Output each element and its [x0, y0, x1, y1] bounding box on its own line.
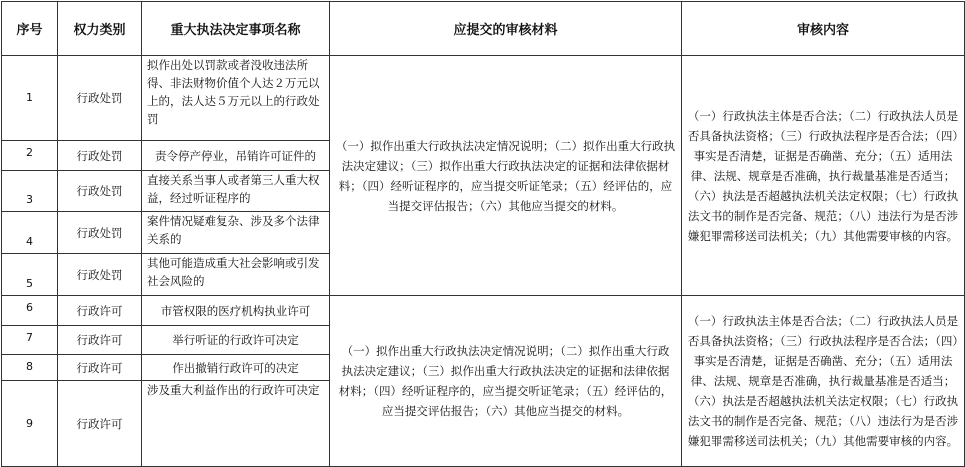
row-seq: 6 [2, 296, 58, 326]
row-type: 行政许可 [58, 381, 142, 467]
row-matter: 其他可能造成重大社会影响或引发社会风险的 [142, 254, 330, 296]
row-seq: 5 [2, 254, 58, 296]
row-seq: 7 [2, 326, 58, 355]
row-matter: 拟作出处以罚款或者没收违法所得、非法财物价值个人达２万元以上的，法人达５万元以上的行政处罚 [142, 56, 330, 141]
row-matter: 涉及重大利益作出的行政许可决定 [142, 381, 330, 467]
header-row [2, 2, 965, 56]
table-row [2, 296, 965, 326]
license-materials: （一）拟作出重大行政执法决定情况说明；（二）拟作出重大行政执法决定建议；（三）拟作出重大行政执法决定的证据和法律依据材料；（四）经听证程序的，应当提交听证笔录；（五）经评估的，应当提交评估报告；（六）其他应当提交的材料。 [330, 296, 682, 467]
row-type: 行政许可 [58, 296, 142, 326]
row-type: 行政处罚 [58, 171, 142, 212]
row-matter: 举行听证的行政许可决定 [142, 326, 330, 355]
enforcement-review-table [1, 1, 965, 467]
row-seq: 9 [2, 381, 58, 467]
header-materials: 应提交的审核材料 [330, 2, 682, 56]
row-type: 行政处罚 [58, 254, 142, 296]
row-type: 行政许可 [58, 355, 142, 381]
row-matter: 责令停产停业，吊销许可证件的 [142, 141, 330, 171]
header-matter: 重大执法决定事项名称 [142, 2, 330, 56]
row-type: 行政处罚 [58, 141, 142, 171]
row-seq: 1 [2, 56, 58, 141]
row-seq: 3 [2, 171, 58, 212]
row-matter: 直接关系当事人或者第三人重大权益，经过听证程序的 [142, 171, 330, 212]
header-seq: 序号 [2, 2, 58, 56]
header-review: 审核内容 [682, 2, 965, 56]
license-review: （一）行政执法主体是否合法；（二）行政执法人员是否具备执法资格；（三）行政执法程序是否合法；（四）事实是否清楚，证据是否确凿、充分；（五）适用法律、法规、规章是否准确，执行裁量基准是否适当；（六）执法是否超越执法机关法定权限；（七）行政执法文书的制作是否完备、规范；（八）违法行为是否涉嫌犯罪需移送司法机关；（九）其他需要审核的内容。 [682, 296, 965, 467]
penalty-review: （一）行政执法主体是否合法；（二）行政执法人员是否具备执法资格；（三）行政执法程序是否合法；（四）事实是否清楚，证据是否确凿、充分；（五）适用法律、法规、规章是否准确，执行裁量基准是否适当；（六）执法是否超越执法机关法定权限；（七）行政执法文书的制作是否完备、规范；（八）违法行为是否涉嫌犯罪需移送司法机关；（九）其他需要审核的内容。 [682, 56, 965, 296]
row-matter: 作出撤销行政许可的决定 [142, 355, 330, 381]
row-seq: 4 [2, 212, 58, 254]
penalty-materials: （一）拟作出重大行政执法决定情况说明；（二）拟作出重大行政执法决定建议；（三）拟作出重大行政执法决定的证据和法律依据材料；（四）经听证程序的，应当提交听证笔录；（五）经评估的，应当提交评估报告；（六）其他应当提交的材料。 [330, 56, 682, 296]
row-matter: 案件情况疑难复杂、涉及多个法律关系的 [142, 212, 330, 254]
row-type: 行政处罚 [58, 56, 142, 141]
row-seq: 8 [2, 355, 58, 381]
row-matter: 市管权限的医疗机构执业许可 [142, 296, 330, 326]
header-power-type: 权力类别 [58, 2, 142, 56]
table-row [2, 56, 965, 141]
row-type: 行政许可 [58, 326, 142, 355]
row-seq: 2 [2, 141, 58, 171]
row-type: 行政处罚 [58, 212, 142, 254]
